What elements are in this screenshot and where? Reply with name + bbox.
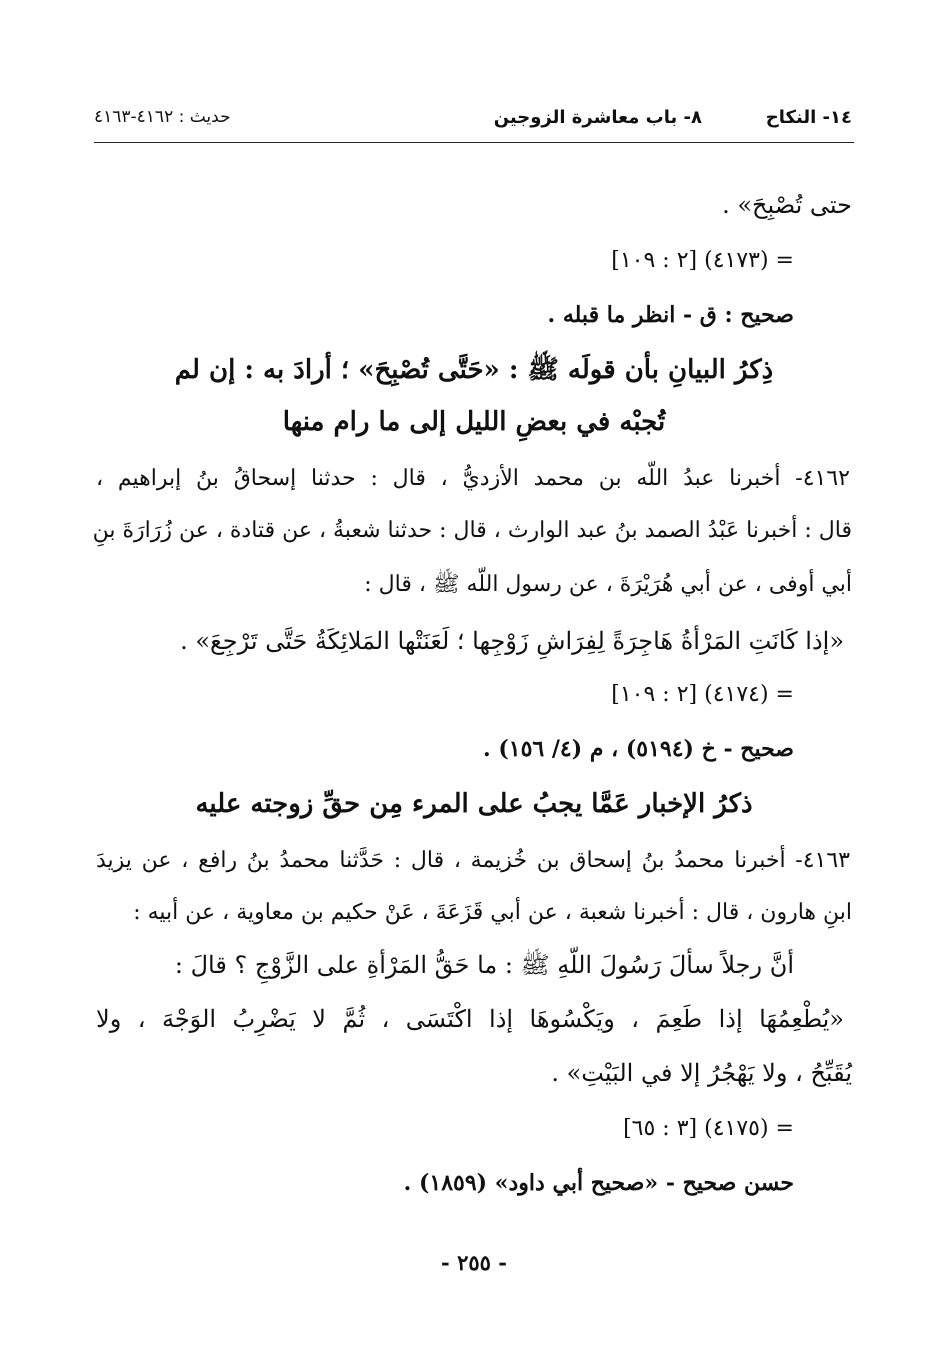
header-rule: [94, 142, 854, 143]
section-title: ذِكرُ البيانِ بأن قولَه ﷺ : «حَتَّى تُصْبِحَ» ؛ أرادَ به : إن لم: [174, 355, 774, 385]
hadith-4163-matn: يُقَبِّحُ ، ولا يَهْجُرُ إلا في البَيْتِ» .: [551, 1059, 852, 1087]
text-line: حتى تُصْبِحَ» .: [722, 191, 852, 219]
section-title: ذكرُ الإخبار عَمَّا يجبُ على المرء مِن حقِّ زوجته عليه: [195, 789, 753, 819]
reference-line: = (٤١٧٤) [٢ : ١٠٩]: [611, 682, 794, 707]
hadith-4163-line: ابنِ هارون ، قال : أخبرنا شعبة ، عن أبي قَزَعَةَ ، عَنْ حكيم بن معاوية ، عن أبيه :: [133, 900, 852, 925]
reference-line: = (٤١٧٥) [٣ : ٦٥]: [623, 1116, 794, 1141]
hadith-4163-line: ٤١٦٣- أخبرنا محمدُ بنُ إسحاق بن خُزيمة ، قال : حَدَّثنا محمدُ بنُ رافع ، عن يزيدَ: [96, 848, 850, 873]
hadith-4162-line: أبي أوفى ، عن أبي هُرَيْرَةَ ، عن رسول اللّه ﷺ ، قال :: [364, 572, 852, 597]
hadith-4163-line: أنَّ رجلاً سألَ رَسُولَ اللّهِ ﷺ : ما حَقُّ المَرْأةِ على الزَّوْجِ ؟ قالَ :: [174, 951, 794, 979]
grading-line: صحيح - خ (٥١٩٤) ، م (٤/ ١٥٦) .: [483, 736, 794, 762]
section-title: تُجبْه في بعضِ الليل إلى ما رام منها: [282, 407, 666, 437]
reference-line: = (٤١٧٣) [٢ : ١٠٩]: [611, 248, 794, 273]
grading-line: صحيح : ق - انظر ما قبله .: [547, 302, 794, 328]
page-number: - ٢٥٥ -: [441, 1250, 507, 1275]
grading-line: حسن صحيح - «صحيح أبي داود» (١٨٥٩) .: [403, 1170, 794, 1196]
hadith-4162-line: قال : أخبرنا عَبْدُ الصمد بنُ عبد الوارث ، قال : حدثنا شعبةُ ، عن قتادة ، عن زُرَارَةَ بنِ: [92, 518, 852, 543]
hadith-4163-matn: «يُطْعِمُهَا إذا طَعِمَ ، ويَكْسُوهَا إذا اكْتَسَى ، ثُمَّ لا يَضْرِبُ الوَجْهَ ، ولا: [96, 1005, 844, 1033]
running-header: [94, 103, 852, 135]
hadith-4162-matn: «إذا كَانَتِ المَرْأةُ هَاجِرَةً لِفِرَاشِ زَوْجِها ؛ لَعَنَتْها المَلائِكَةُ حَتَّى تَرْجِعَ» .: [180, 627, 844, 655]
header-hadith-range: حديث : ٤١٦٢-٤١٦٣: [94, 107, 231, 127]
hadith-4162-line: ٤١٦٢- أخبرنا عبدُ اللّه بن محمد الأزديُّ ، قال : حدثنا إسحاقُ بنُ إبراهيم ،: [96, 466, 850, 491]
header-chapter: ١٤- النكاح: [765, 107, 852, 128]
header-bab: ٨- باب معاشرة الزوجين: [493, 107, 702, 128]
